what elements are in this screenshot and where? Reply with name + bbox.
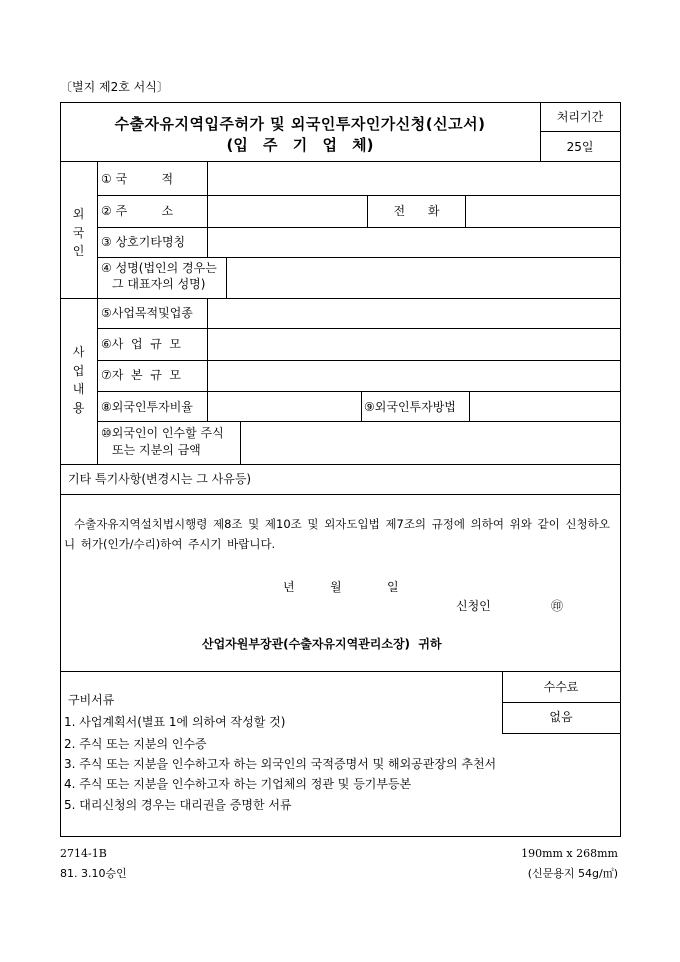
capital-scale-label: ⑦자 본 규 모 [101, 368, 182, 382]
capital-scale-field[interactable] [208, 361, 619, 390]
phone-field[interactable] [466, 196, 619, 226]
share-amount-field[interactable] [241, 422, 619, 463]
business-purpose-field[interactable] [208, 299, 619, 327]
business-scale-label: ⑥사 업 규 모 [101, 337, 182, 351]
addressee: 산업자원부장관(수출자유지역관리소장) 귀하 [202, 637, 442, 651]
fee-value: 없음 [549, 710, 573, 724]
fee-label: 수수료 [543, 680, 579, 694]
foreigner-section-label: 외 국 인 [72, 207, 85, 259]
document-item-5: 5. 대리신청의 경우는 대리권을 증명한 서류 [64, 798, 292, 812]
share-amount-label: ⑩외국인이 인수할 주식 [101, 426, 224, 440]
documents-label: 구비서류 [68, 693, 115, 707]
document-item-2: 2. 주식 또는 지분의 인수증 [64, 737, 207, 751]
date-month-label: 월 [330, 580, 342, 594]
business-scale-field[interactable] [208, 329, 619, 359]
document-item-4: 4. 주식 또는 지분을 인수하고자 하는 기업체의 정관 및 등기부등본 [64, 777, 412, 791]
business-section-label: 사 업 내 용 [72, 345, 85, 415]
address-field[interactable] [208, 196, 366, 226]
seal-mark: ㊞ [551, 599, 564, 613]
applicant-label: 신청인 [456, 599, 491, 613]
nationality-field[interactable] [208, 162, 619, 194]
processing-period-value: 25일 [566, 140, 594, 154]
paper-type: (신문용지 54g/㎡) [527, 867, 618, 880]
form-title: 수출자유지역입주허가 및 외국인투자인가신청(신고서) [114, 115, 486, 133]
representative-name-field[interactable] [227, 258, 619, 297]
approval-date: 81. 3.10승인 [60, 867, 127, 880]
date-day-label: 일 [387, 580, 399, 594]
representative-name-label-2: 그 대표자의 성명) [112, 277, 206, 291]
form-subtitle: (입 주 기 업 체) [226, 136, 374, 154]
investment-method-field[interactable] [470, 392, 619, 420]
processing-period-label: 처리기간 [556, 110, 604, 124]
form-code: 2714-1B [60, 847, 107, 860]
paper-size: 190mm x 268mm [521, 847, 618, 860]
investment-ratio-label: ⑧외국인투자비율 [101, 400, 193, 414]
date-year-label: 년 [283, 580, 295, 594]
document-item-3: 3. 주식 또는 지분을 인수하고자 하는 외국인의 국적증명서 및 해외공관장의 추천서 [64, 757, 497, 771]
investment-method-label: ⑨외국인투자방법 [364, 400, 456, 414]
phone-label: 전 화 [393, 204, 440, 218]
trade-name-field[interactable] [208, 228, 619, 256]
document-item-1: 1. 사업계획서(별표 1에 의하여 작성할 것) [64, 715, 286, 729]
representative-name-label: ④ 성명(법인의 경우는 [101, 261, 217, 275]
address-label: ② 주 소 [101, 204, 174, 218]
business-purpose-label: ⑤사업목적및업종 [101, 306, 193, 320]
investment-ratio-field[interactable] [208, 392, 360, 420]
nationality-label: ① 국 적 [101, 172, 174, 186]
declaration-text: 수출자유지역설치법시행령 제8조 및 제10조 및 외자도입법 제7조의 규정에 의하여 위와 같이 신청하오니 허가(인가/수리)하여 주시기 바랍니다. [64, 517, 610, 552]
trade-name-label: ③ 상호기타명칭 [101, 235, 186, 249]
share-amount-label-2: 또는 지분의 금액 [112, 443, 201, 457]
form-number-label: 〔별지 제2호 서식〕 [60, 80, 169, 94]
remarks-label: 기타 특기사항(변경시는 그 사유등) [68, 472, 252, 486]
